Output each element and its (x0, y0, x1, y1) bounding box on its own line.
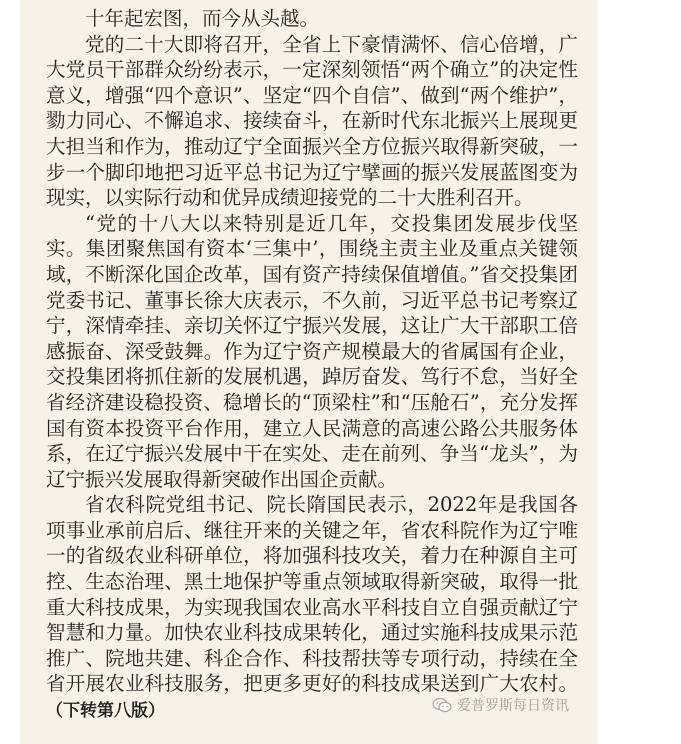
article-paragraph-4-text: 省农科院党组书记、院长隋国民表示，2022年是我国各项事业承前启后、继往开来的关键之年，省农科院作为辽宁唯一的省级农业科研单位，将加强科技攻关，着力在种源自主可控、生态治理、黑土地保护等重点领域取得新突破，取得一批重大科技成果，为实现我国农业高水平科技自立自强贡献辽宁智慧和力量。加快农业科技成果转化，通过实施科技成果示范推广、院地共建、科企合作、科技帮扶等专项行动，持续在全省开展农业科技服务，把更多更好的科技成果送到广大农村。 (46, 493, 578, 696)
watermark (432, 694, 569, 716)
article-paragraph-3: “党的十八大以来特别是近几年，交投集团发展步伐坚实。集团聚焦国有资本‘三集中’，围绕主责主业及重点关键领域，不断深化国企改革，国有资产持续保值增值。”省交投集团党委书记、董事长徐大庆表示，不久前，习近平总书记考察辽宁，深情牵挂、亲切关怀辽宁振兴发展，这让广大干部职工倍感振奋、深受鼓舞。作为辽宁资产规模最大的省属国有企业，交投集团将抓住新的发展机遇，踔厉奋发、笃行不怠，当好全省经济建设稳投资、稳增长的“顶梁柱”和“压舱石”，充分发挥国有资本投资平台作用，建立人民满意的高速公路公共服务体系，在辽宁振兴发展中干在实处、走在前列、争当“龙头”，为辽宁振兴发展取得新突破作出国企贡献。 (46, 211, 578, 491)
continued-note: （下转第八版） (46, 701, 165, 722)
article-paragraph-4 (46, 492, 578, 724)
watermark-text: 爱普罗斯每日资讯 (457, 698, 569, 714)
wechat-icon (432, 697, 452, 713)
article-paragraph-2: 党的二十大即将召开，全省上下豪情满怀、信心倍增，广大党员干部群众纷纷表示，一定深刻领悟“两个确立”的决定性意义，增强“四个意识”、坚定“四个自信”、做到“两个维护”，勠力同心、不懈追求、接续奋斗，在新时代东北振兴上展现更大担当和作为，推动辽宁全面振兴全方位振兴取得新突破，一步一个脚印地把习近平总书记为辽宁擘画的振兴发展蓝图变为现实，以实际行动和优异成绩迎接党的二十大胜利召开。 (46, 32, 578, 210)
article-body (46, 6, 578, 725)
article-paragraph-1: 十年起宏图，而今从头越。 (85, 7, 320, 30)
